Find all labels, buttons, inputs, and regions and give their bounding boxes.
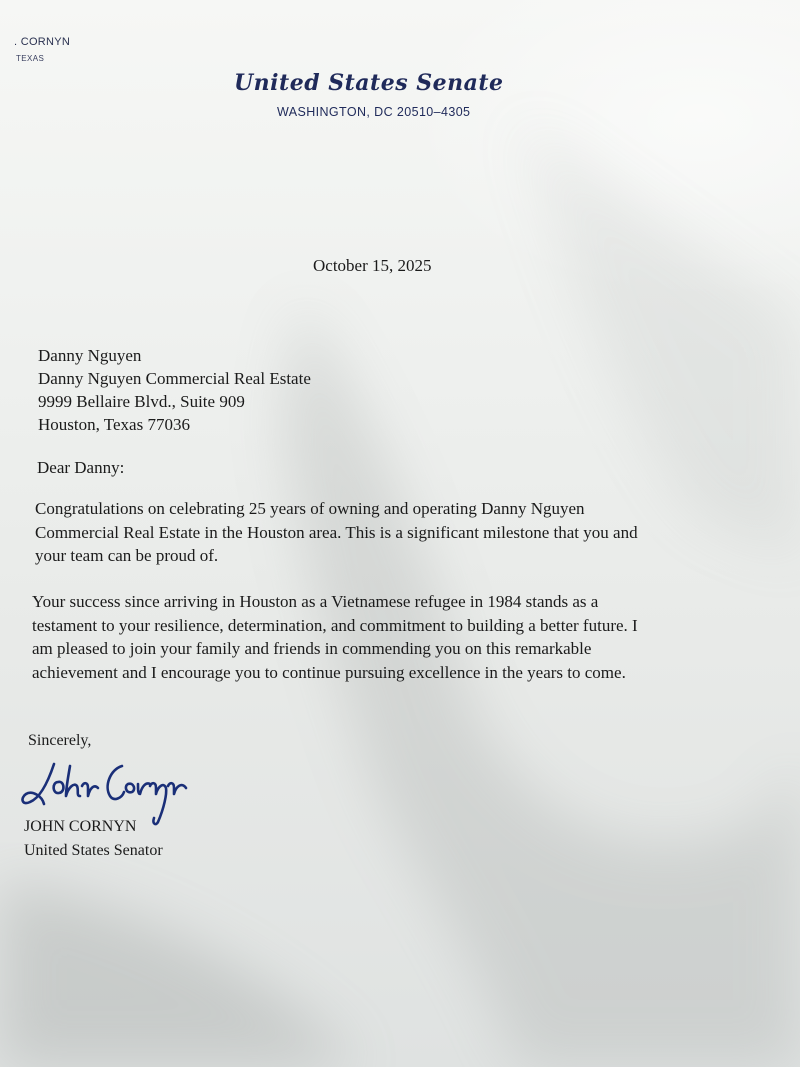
signer-title: United States Senator — [24, 842, 163, 859]
letter-date: October 15, 2025 — [313, 256, 432, 275]
recipient-company: Danny Nguyen Commercial Real Estate — [38, 369, 311, 388]
closing: Sincerely, — [28, 732, 92, 749]
paragraph-line: Congratulations on celebrating 25 years of owning and operating Danny Nguyen — [35, 499, 585, 518]
signer-name: JOHN CORNYN — [24, 818, 137, 835]
letterhead-institution: United States Senate — [234, 70, 504, 96]
paragraph-line: testament to your resilience, determination, and commitment to building a better future. I — [32, 615, 638, 635]
paragraph-line: achievement and I encourage you to continue pursuing excellence in the years to come. — [32, 662, 626, 682]
letterhead-address: WASHINGTON, DC 20510–4305 — [277, 105, 471, 119]
body-paragraph-1 — [35, 497, 638, 568]
paragraph-line: Your success since arriving in Houston as a Vietnamese refugee in 1984 stands as a — [32, 592, 599, 611]
recipient-street: 9999 Bellaire Blvd., Suite 909 — [38, 392, 245, 411]
body-paragraph-2 — [32, 590, 638, 684]
paragraph-line: am pleased to join your family and friends in commending you on this remarkable — [32, 639, 592, 658]
paragraph-line: your team can be proud of. — [35, 546, 219, 565]
paragraph-line: Commercial Real Estate in the Houston area. This is a significant milestone that you and — [35, 522, 638, 542]
salutation: Dear Danny: — [37, 458, 125, 477]
letterhead-state: TEXAS — [16, 54, 45, 63]
letterhead-senator-name: . CORNYN — [14, 36, 71, 48]
recipient-city: Houston, Texas 77036 — [38, 415, 190, 434]
recipient-address-block — [38, 344, 311, 436]
recipient-name: Danny Nguyen — [38, 346, 142, 365]
